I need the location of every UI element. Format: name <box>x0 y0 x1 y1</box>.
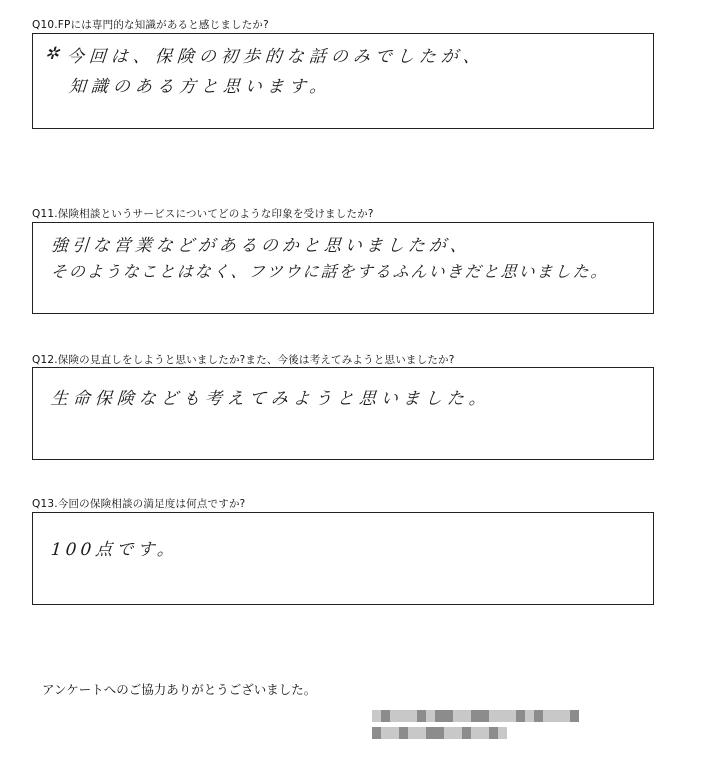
mosaic-tile <box>381 710 390 722</box>
q11-answer-box <box>32 222 654 314</box>
mosaic-tile <box>417 727 426 739</box>
mosaic-tile <box>453 727 462 739</box>
mosaic-tile <box>489 727 498 739</box>
q10-answer-line-2: 知識のある方と思います。 <box>68 77 333 97</box>
mosaic-tile <box>498 710 507 722</box>
mosaic-tile <box>480 710 489 722</box>
mosaic-tile <box>408 710 417 722</box>
mosaic-tile <box>489 710 498 722</box>
mosaic-tile <box>435 727 444 739</box>
mosaic-tile <box>462 710 471 722</box>
q13-answer-box <box>32 512 654 605</box>
q10-question: Q10.FPには専門的な知識があると感じましたか? <box>32 19 269 31</box>
mosaic-tile <box>471 710 480 722</box>
mosaic-tile <box>372 710 381 722</box>
q12-question: Q12.保険の見直しをしようと思いましたか?また、今後は考えてみようと思いましたか? <box>32 354 455 366</box>
mosaic-tile <box>435 710 444 722</box>
mosaic-tile <box>525 710 534 722</box>
mosaic-tile <box>462 727 471 739</box>
mosaic-tile <box>543 710 552 722</box>
mosaic-tile <box>426 727 435 739</box>
mosaic-tile <box>372 727 381 739</box>
mosaic-tile <box>390 727 399 739</box>
q12-answer-box <box>32 367 654 460</box>
q10-answer-line-1: 今回は、保険の初歩的な話のみでしたが、 <box>66 47 486 67</box>
mosaic-tile <box>480 727 489 739</box>
q11-answer-line-1: 強引な営業などがあるのかと思いましたが、 <box>50 236 472 256</box>
mosaic-tile <box>516 710 525 722</box>
mosaic-tile <box>507 710 516 722</box>
mosaic-tile <box>570 710 579 722</box>
mosaic-tile <box>471 727 480 739</box>
redacted-mosaic-row-2 <box>372 727 507 739</box>
mosaic-tile <box>399 710 408 722</box>
mosaic-tile <box>444 727 453 739</box>
q11-question: Q11.保険相談というサービスについてどのような印象を受けましたか? <box>32 208 374 220</box>
thanks-message: アンケートへのご協力ありがとうございました。 <box>42 682 317 697</box>
q10-answer-box <box>32 33 654 129</box>
mosaic-tile <box>498 727 507 739</box>
mosaic-tile <box>408 727 417 739</box>
mosaic-tile <box>426 710 435 722</box>
mosaic-tile <box>399 727 408 739</box>
q13-question: Q13.今回の保険相談の満足度は何点ですか? <box>32 498 246 510</box>
mosaic-tile <box>561 710 570 722</box>
mosaic-tile <box>417 710 426 722</box>
q13-answer-line-1: 100点です。 <box>50 540 179 560</box>
q10-answer-mark: ✲ <box>44 44 60 64</box>
q12-answer-line-1: 生命保険なども考えてみようと思いました。 <box>50 389 492 409</box>
q11-answer-line-2: そのようなことはなく、フツウに話をするふんいきだと思いました。 <box>50 262 610 281</box>
mosaic-tile <box>552 710 561 722</box>
mosaic-tile <box>444 710 453 722</box>
mosaic-tile <box>453 710 462 722</box>
mosaic-tile <box>390 710 399 722</box>
mosaic-tile <box>381 727 390 739</box>
redacted-mosaic-row-1 <box>372 710 579 722</box>
mosaic-tile <box>534 710 543 722</box>
